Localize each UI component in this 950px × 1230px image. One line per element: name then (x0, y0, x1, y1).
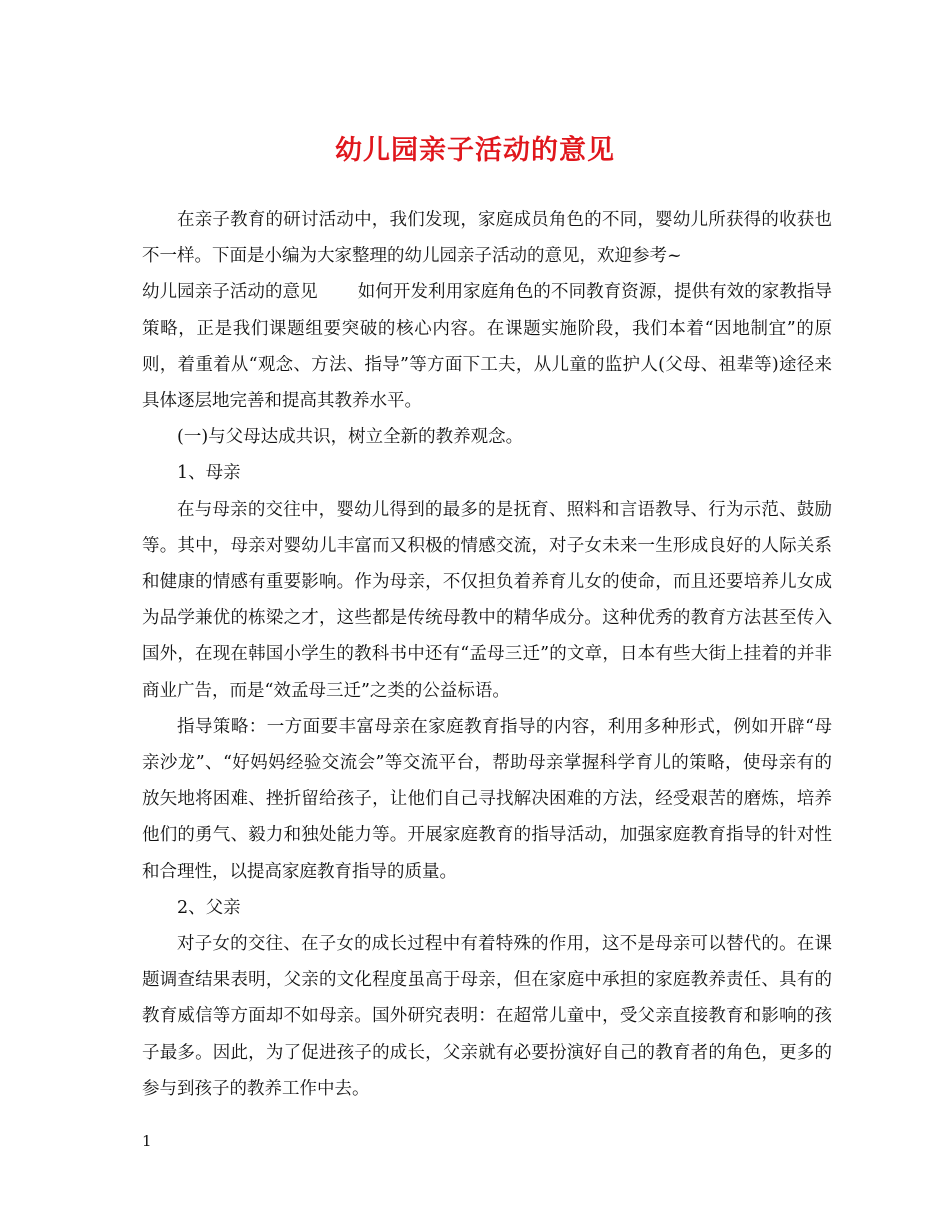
subheading-father: 2、父亲 (177, 897, 241, 918)
page-number: 1 (142, 1132, 152, 1150)
section-heading-1: (一)与父母达成共识，树立全新的教养观念。 (177, 427, 524, 448)
subheading-mother: 1、母亲 (177, 463, 241, 484)
document-title: 幼儿园亲子活动的意见 (335, 135, 615, 166)
intro-paragraph-2 (142, 274, 832, 419)
inline-heading: 幼儿园亲子活动的意见 (142, 282, 318, 303)
mother-paragraph-2: 指导策略：一方面要丰富母亲在家庭教育指导的内容，利用多种形式，例如开辟“母亲沙龙”、“好妈妈经验交流会”等交流平台，帮助母亲掌握科学育儿的策略，使母亲有的放矢地将困难、挫折留给孩子，让他们自己寻找解决困难的方法，经受艰苦的磨炼，培养他们的勇气、毅力和独处能力等。开展家庭教育的指导活动，加强家庭教育指导的针对性和合理性，以提高家庭教育指导的质量。 (142, 716, 832, 882)
father-paragraph-1: 对子女的交往、在子女的成长过程中有着特殊的作用，这不是母亲可以替代的。在课题调查结果表明，父亲的文化程度虽高于母亲，但在家庭中承担的家庭教养责任、具有的教育威信等方面却不如母亲。国外研究表明：在超常儿童中，受父亲直接教育和影响的孩子最多。因此，为了促进孩子的成长，父亲就有必要扮演好自己的教育者的角色，更多的参与到孩子的教养工作中去。 (142, 934, 832, 1099)
mother-paragraph-1: 在与母亲的交往中，婴幼儿得到的最多的是抚育、照料和言语教导、行为示范、鼓励等。其中，母亲对婴幼儿丰富而又积极的情感交流，对子女未来一生形成良好的人际关系和健康的情感有重要影响。作为母亲，不仅担负着养育儿女的使命，而且还要培养儿女成为品学兼优的栋梁之才，这些都是传统母教中的精华成分。这种优秀的教育方法甚至传入国外，在现在韩国小学生的教科书中还有“孟母三迁”的文章，日本有些大街上挂着的并非商业广告，而是“效孟母三迁”之类的公益标语。 (142, 499, 832, 701)
document-body (142, 202, 832, 1107)
intro-paragraph-2-text: 如何开发利用家庭角色的不同教育资源，提供有效的家教指导策略，正是我们课题组要突破的核心内容。在课题实施阶段，我们本着“因地制宜”的原则，着重着从“观念、方法、指导”等方面下工夫，从儿童的监护人(父母、祖辈等)途径来具体逐层地完善和提高其教养水平。 (142, 282, 833, 412)
intro-paragraph: 在亲子教育的研讨活动中，我们发现，家庭成员角色的不同，婴幼儿所获得的收获也不一样。下面是小编为大家整理的幼儿园亲子活动的意见，欢迎参考~ (142, 210, 832, 267)
